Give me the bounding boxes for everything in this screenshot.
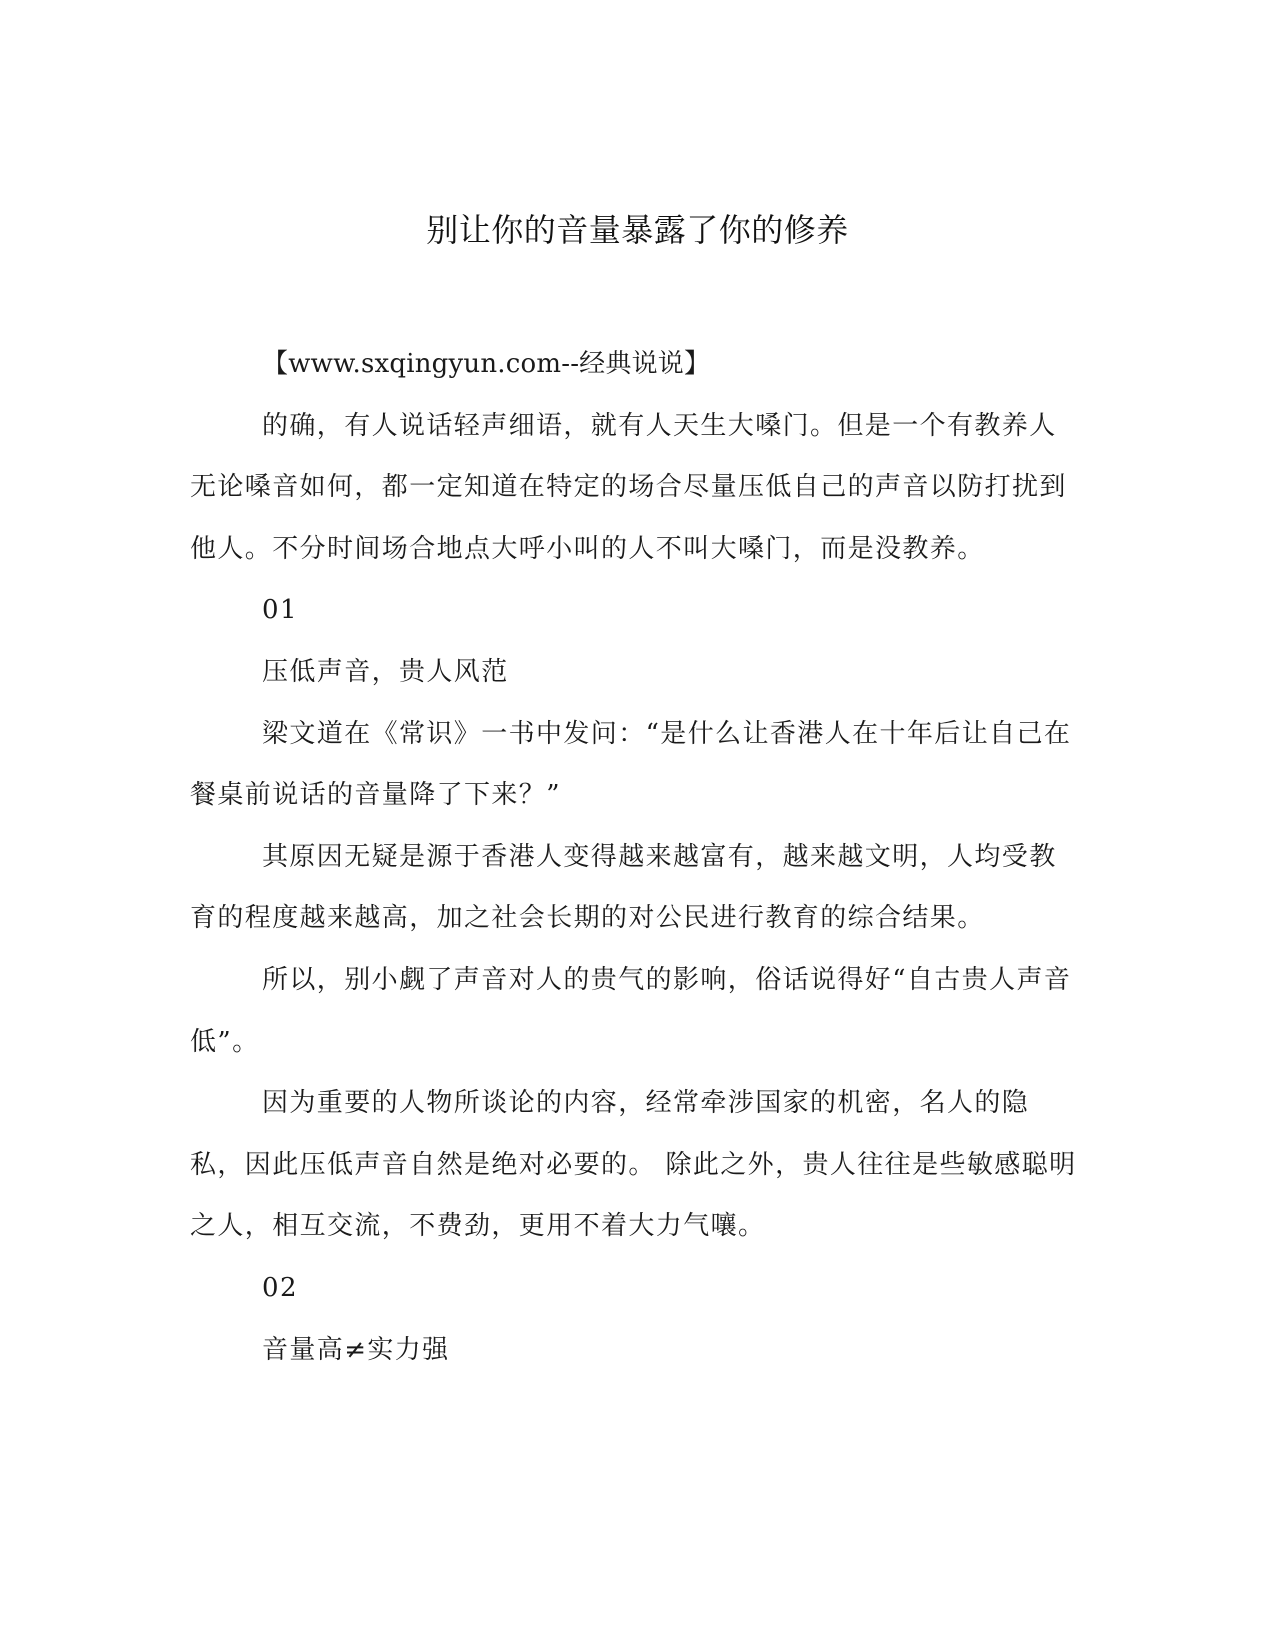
section-heading: 音量高≠实力强 — [262, 1334, 450, 1365]
document-body — [190, 334, 1082, 1381]
paragraph: 因为重要的人物所谈论的内容，经常牵涉国家的机密，名人的隐私，因此压低声音自然是绝对必要的。 除此之外，贵人往往是些敏感聪明之人，相互交流，不费劲，更用不着大力气嚷。 — [190, 1088, 1077, 1242]
paragraph: 梁文道在《常识》一书中发问：“是什么让香港人在十年后让自己在餐桌前说话的音量降了下来？” — [190, 718, 1072, 811]
paragraph: 的确，有人说话轻声细语，就有人天生大嗓门。但是一个有教养人无论嗓音如何，都一定知道在特定的场合尽量压低自己的声音以防打扰到他人。不分时间场合地点大呼小叫的人不叫大嗓门，而是没教养。 — [190, 410, 1067, 564]
section-heading: 压低声音，贵人风范 — [262, 656, 509, 687]
paragraph: 所以，别小觑了声音对人的贵气的影响，俗话说得好“自古贵人声音低”。 — [190, 964, 1072, 1057]
document-title: 别让你的音量暴露了你的修养 — [426, 211, 849, 249]
section-number: 02 — [262, 1272, 298, 1303]
section-number: 01 — [262, 595, 298, 626]
source-line: 【www.sxqingyun.com--经典说说】 — [262, 349, 711, 379]
paragraph: 其原因无疑是源于香港人变得越来越富有，越来越文明，人均受教育的程度越来越高，加之社会长期的对公民进行教育的综合结果。 — [190, 841, 1057, 934]
